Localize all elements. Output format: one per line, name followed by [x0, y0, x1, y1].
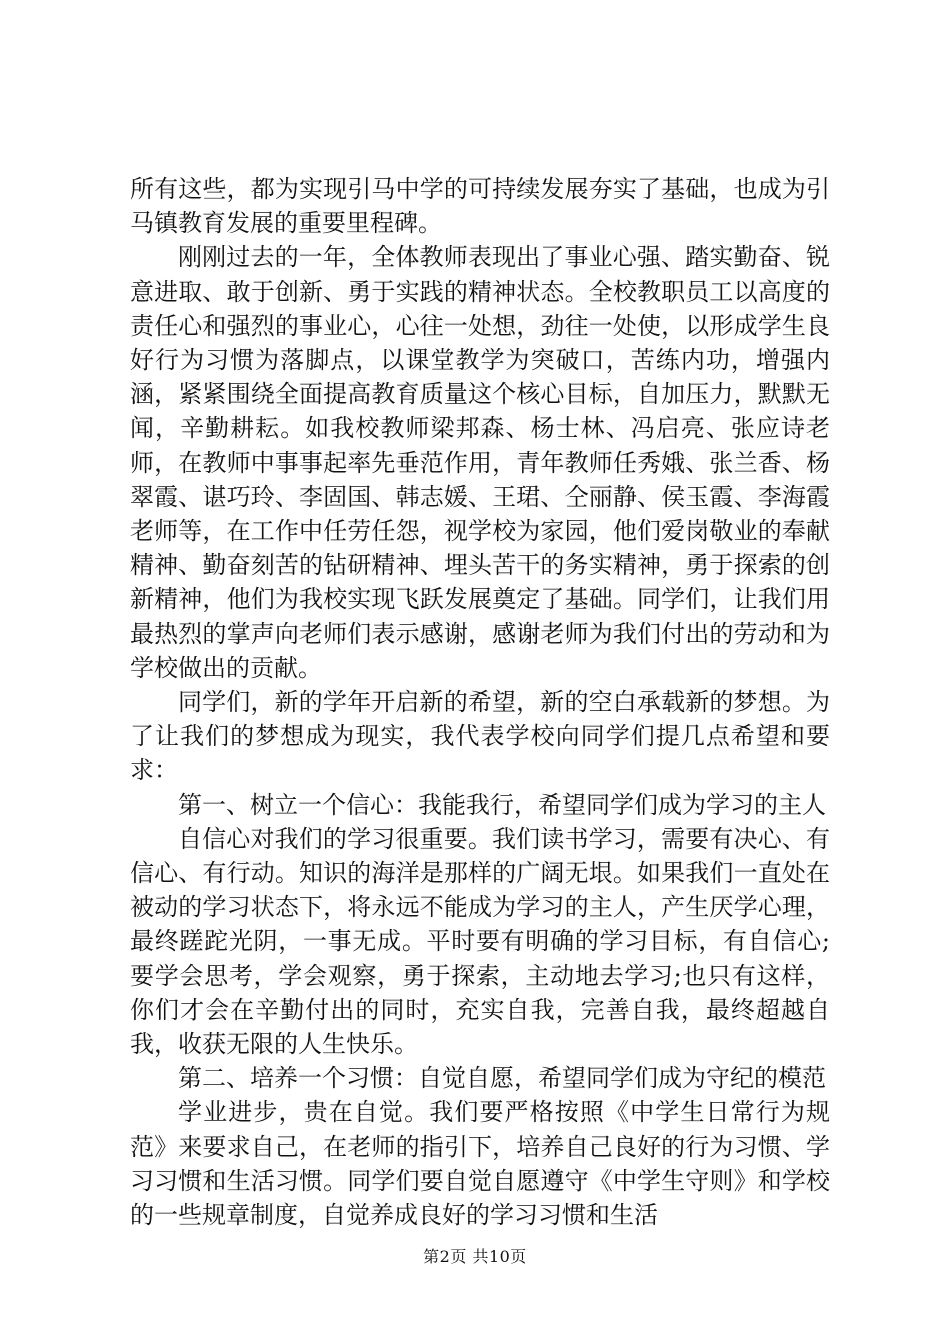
section-heading-1: 第一、树立一个信心：我能我行，希望同学们成为学习的主人: [178, 790, 826, 819]
page-footer: 第2页 共10页: [423, 1247, 527, 1266]
paragraph-3: 同学们，新的学年开启新的希望，新的空白承载新的梦想。为了让我们的梦想成为现实，我代表学校向同学们提几点希望和要求：: [130, 688, 830, 785]
paragraph-5: 学业进步，贵在自觉。我们要严格按照《中学生日常行为规范》来要求自己，在老师的指引下，培养自己良好的行为习惯、学习习惯和生活习惯。同学们要自觉自愿遵守《中学生守则》和学校的一些规章制度，自觉养成良好的学习习惯和生活: [130, 1098, 830, 1230]
paragraph-1: 所有这些，都为实现引马中学的可持续发展夯实了基础，也成为引马镇教育发展的重要里程碑。: [130, 175, 830, 238]
paragraph-4: 自信心对我们的学习很重要。我们读书学习，需要有决心、有信心、有行动。知识的海洋是那样的广阔无垠。如果我们一直处在被动的学习状态下，将永远不能成为学习的主人，产生厌学心理，最终蹉跎光阴，一事无成。平时要有明确的学习目标，有自信心;要学会思考，学会观察，勇于探索，主动地去学习;也只有这样，你们才会在辛勤付出的同时，充实自我，完善自我，最终超越自我，收获无限的人生快乐。: [130, 824, 830, 1059]
paragraph-2: 刚刚过去的一年，全体教师表现出了事业心强、踏实勤奋、锐意进取、敢于创新、勇于实践的精神状态。全校教职员工以高度的责任心和强烈的事业心，心往一处想，劲往一处使，以形成学生良好行为习惯为落脚点，以课堂教学为突破口，苦练内功，增强内涵，紧紧围绕全面提高教育质量这个核心目标，自加压力，默默无闻，辛勤耕耘。如我校教师梁邦森、杨士林、冯启亮、张应诗老师，在教师中事事起率先垂范作用，青年教师任秀娥、张兰香、杨翠霞、谌巧玲、李固国、韩志媛、王珺、仝丽静、侯玉霞、李海霞老师等，在工作中任劳任怨，视学校为家园，他们爱岗敬业的奉献精神、勤奋刻苦的钻研精神、埋头苦干的务实精神，勇于探索的创新精神，他们为我校实现飞跃发展奠定了基础。同学们，让我们用最热烈的掌声向老师们表示感谢，感谢老师为我们付出的劳动和为学校做出的贡献。: [130, 243, 830, 682]
section-heading-2: 第二、培养一个习惯：自觉自愿，希望同学们成为守纪的模范: [178, 1064, 826, 1093]
document-body: [130, 172, 830, 1232]
